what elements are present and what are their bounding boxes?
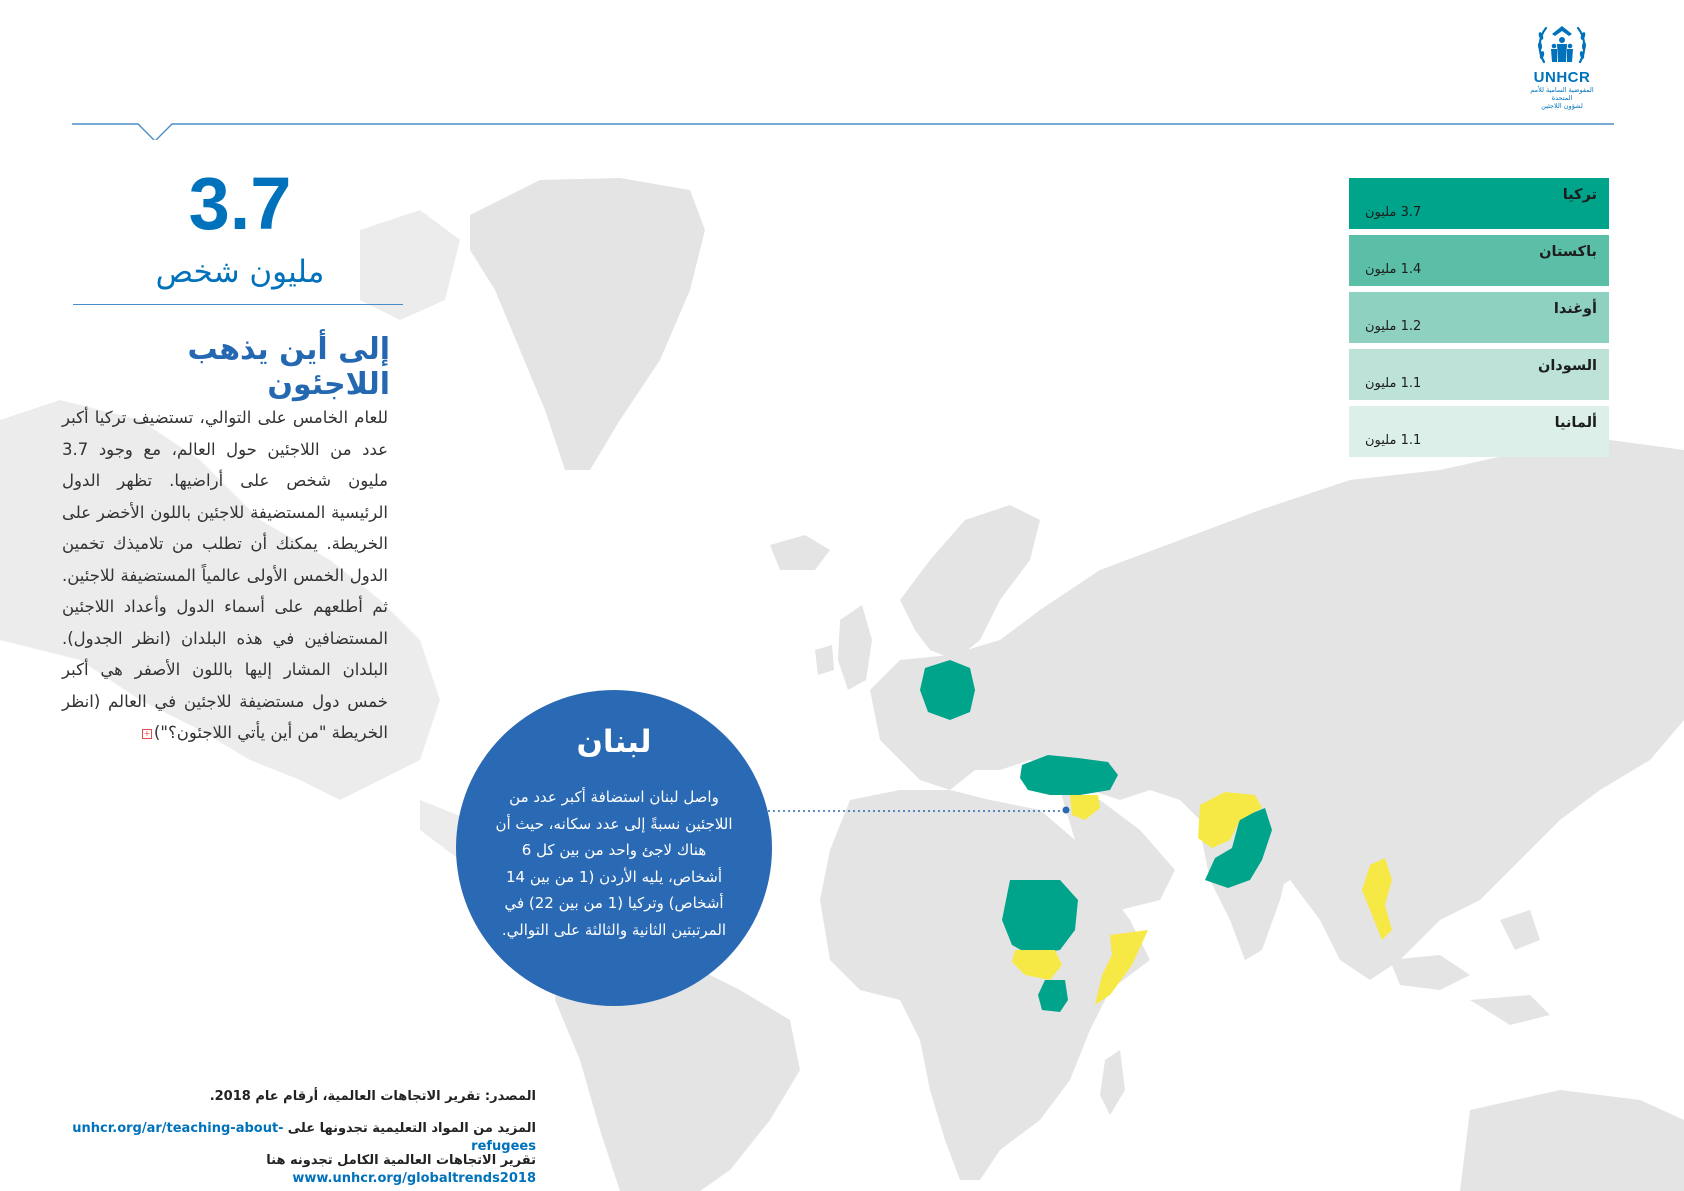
- table-row-sudan: [1349, 349, 1609, 400]
- footer: [60, 1088, 536, 1184]
- table-row-country: تركيا: [1562, 187, 1597, 203]
- body-paragraph: للعام الخامس على التوالي، تستضيف تركيا أكبر عدد من اللاجئين حول العالم، مع وجود 3.7 مليون شخص على أراضيها. تظهر الدول الرئيسية المستضيفة للاجئين باللون الأخضر على الخريطة. يمكنك أن تطلب من تلاميذك تخمين الدول الخمس الأولى عالمياً المستضيفة للاجئين. ثم أطلعهم على أسماء الدول وأعداد اللاجئين المستضافين في هذه البلدان (انظر الجدول). البلدان المشار إليها باللون الأصفر هي أكبر خمس دول مستضيفة للاجئين في العالم (انظر الخريطة "من أين يأتي اللاجئون؟"): [62, 408, 388, 742]
- lebanon-title: لبنان: [576, 724, 652, 760]
- table-row-value: 1.4 مليون: [1365, 262, 1422, 277]
- lebanon-text: واصل لبنان استضافة أكبر عدد من اللاجئين نسبةً إلى عدد سكانه، حيث أن هناك لاجئ واحد من بين كل 6 أشخاص، يليه الأردن (1 من بين 14 أشخاص) وتركيا (1 من بين 22) في المرتبتين الثانية والثالثة على التوالي.: [495, 788, 733, 939]
- teaching-materials-link[interactable]: unhcr.org/ar/teaching-about-refugees: [72, 1121, 536, 1154]
- footer-more-materials: [60, 1120, 536, 1152]
- footer-report-label: تقرير الاتجاهات العالمية الكامل تجدونه هنا: [266, 1153, 536, 1168]
- expand-note-icon[interactable]: +: [143, 728, 151, 738]
- table-row-turkey: [1349, 178, 1609, 229]
- unhcr-subtitle-line1: المفوضية السامية للأمم المتحدة: [1530, 86, 1594, 102]
- table-row-value: 1.1 مليون: [1365, 433, 1422, 448]
- table-row-germany: [1349, 406, 1609, 457]
- table-row-value: 3.7 مليون: [1365, 205, 1422, 220]
- table-row-country: باكستان: [1539, 244, 1597, 260]
- unhcr-logo: [1520, 22, 1604, 110]
- host-countries-table: [1349, 178, 1609, 463]
- body-text: [62, 402, 388, 749]
- unhcr-emblem-icon: [1530, 22, 1594, 70]
- greenland-landmass: [470, 178, 705, 470]
- table-row-pakistan: [1349, 235, 1609, 286]
- british-isles-landmass: [815, 605, 872, 690]
- table-row-country: السودان: [1537, 358, 1597, 374]
- unhcr-name: UNHCR: [1533, 69, 1591, 86]
- madagascar-landmass: [1100, 1050, 1125, 1115]
- iceland-landmass: [770, 535, 830, 570]
- header-divider: [72, 120, 1614, 140]
- headline-divider: [73, 304, 403, 305]
- unhcr-subtitle-line2: لشؤون اللاجئين: [1541, 102, 1583, 110]
- lebanon-callout: [456, 690, 772, 1006]
- headline-number: 3.7: [188, 162, 292, 245]
- footer-source: المصدر: تقرير الاتجاهات العالمية، أرقام عام 2018.: [209, 1089, 536, 1104]
- table-row-value: 1.2 مليون: [1365, 319, 1422, 334]
- table-row-country: ألمانيا: [1554, 415, 1597, 431]
- germany-region: [920, 660, 975, 720]
- headline-unit: مليون شخص: [155, 254, 325, 290]
- global-trends-link[interactable]: www.unhcr.org/globaltrends2018: [292, 1171, 536, 1186]
- table-row-value: 1.1 مليون: [1365, 376, 1422, 391]
- australia-landmass: [1460, 1090, 1684, 1191]
- table-row-country: أوغندا: [1553, 301, 1597, 317]
- footer-report: [60, 1152, 536, 1184]
- table-row-uganda: [1349, 292, 1609, 343]
- lebanon-leader-line: [768, 808, 1068, 814]
- page-title: إلى أين يذهب اللاجئون: [187, 332, 390, 402]
- footer-more-label: المزيد من المواد التعليمية تجدونها على: [287, 1121, 536, 1136]
